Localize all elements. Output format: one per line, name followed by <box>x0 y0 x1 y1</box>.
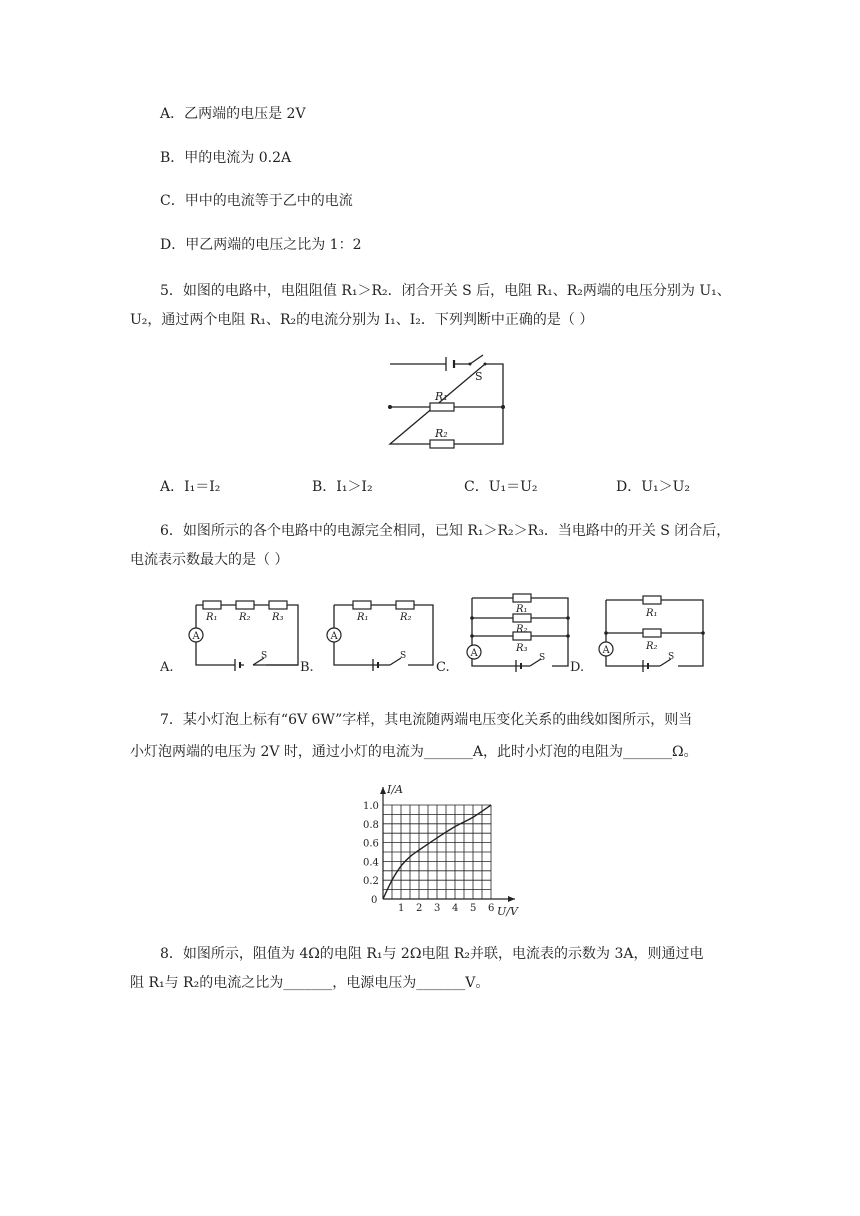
q8-stem-line1: 8．如图所示，阻值为 4Ω的电阻 R₁与 2Ω电阻 R₂并联，电流表的示数为 3A，则通过电 <box>160 946 704 962</box>
q7-stem-line2: 小灯泡两端的电压为 2V 时，通过小灯的电流为_______A，此时小灯泡的电阻为_______Ω。 <box>130 744 698 760</box>
resistor-r3 <box>269 601 287 609</box>
q6-circuit-a <box>158 595 308 675</box>
resistor-r2 <box>430 440 454 448</box>
ammeter-label: A <box>470 648 478 659</box>
q4-option-a: A．乙两端的电压是 2V <box>160 106 306 122</box>
y-tick-label: 0.4 <box>363 857 379 869</box>
q5-option-b: B．I₁＞I₂ <box>312 479 373 495</box>
r2-label: R₂ <box>435 427 448 440</box>
switch-label: S <box>539 653 546 663</box>
resistor-r2 <box>236 601 254 609</box>
resistor-r1 <box>353 601 371 609</box>
r1-label: R₁ <box>206 612 218 623</box>
origin-label: 0 <box>371 895 378 906</box>
q5-option-c: C．U₁＝U₂ <box>464 479 538 495</box>
q5-circuit-diagram <box>385 352 510 448</box>
ammeter-label: A <box>602 645 610 656</box>
switch-lever <box>470 355 483 364</box>
r2-label: R₂ <box>239 612 251 623</box>
q4-option-b: B．甲的电流为 0.2A <box>160 150 292 166</box>
resistor-r2 <box>643 629 661 637</box>
option-letter-a: A. <box>160 660 174 675</box>
r2-label: R₂ <box>646 641 658 652</box>
q4-option-c: C．甲中的电流等于乙中的电流 <box>160 193 353 209</box>
resistor-r1 <box>430 403 454 411</box>
q8-stem-line2: 阻 R₁与 R₂的电流之比为_______，电源电压为_______V。 <box>130 975 490 991</box>
x-tick-label: 3 <box>434 903 441 914</box>
q6-stem-line1: 6．如图所示的各个电路中的电源完全相同，已知 R₁＞R₂＞R₃．当电路中的开关 S 闭合后， <box>160 523 731 539</box>
ammeter-label: A <box>330 631 338 642</box>
x-tick-label: 2 <box>416 903 423 914</box>
q5-option-d: D．U₁＞U₂ <box>616 479 691 495</box>
y-tick-label: 0.6 <box>363 838 379 850</box>
chart-axes <box>380 787 515 902</box>
resistor-r1 <box>203 601 221 609</box>
switch-label: S <box>475 370 483 383</box>
chart-grid <box>383 805 491 899</box>
q5-stem-line1: 5．如图的电路中，电阻阻值 R₁＞R₂．闭合开关 S 后，电阻 R₁、R₂两端的电压分别为 U₁、 <box>160 283 731 299</box>
r1-label: R₁ <box>357 612 369 623</box>
r1-label: R₁ <box>646 608 658 619</box>
x-tick-label: 6 <box>488 903 495 914</box>
x-tick-label: 4 <box>452 903 459 914</box>
r3-label: R₃ <box>516 643 528 654</box>
q7-stem-line1: 7．某小灯泡上标有“6V 6W”字样，其电流随两端电压变化关系的曲线如图所示，则当 <box>160 712 693 728</box>
switch-label: S <box>261 651 268 661</box>
r1-label: R₁ <box>435 390 448 403</box>
switch-label: S <box>400 651 407 661</box>
ammeter-label: A <box>192 631 200 642</box>
iv-curve-chart <box>355 775 535 918</box>
q6-circuit-d <box>568 592 713 676</box>
q6-circuit-b <box>298 595 443 675</box>
q5-stem-line2: U₂，通过两个电阻 R₁、R₂的电流分别为 I₁、I₂．下列判断中正确的是（ ） <box>130 312 594 328</box>
option-letter-c: C. <box>436 660 450 675</box>
y-axis-label: I/A <box>387 783 403 796</box>
r1-label: R₁ <box>516 604 528 615</box>
x-tick-label: 5 <box>470 903 477 914</box>
option-letter-b: B. <box>300 660 314 675</box>
resistor-r1 <box>643 596 661 604</box>
resistor-r2 <box>513 614 531 622</box>
option-letter-d: D. <box>570 660 585 675</box>
y-tick-label: 1.0 <box>363 801 379 812</box>
r2-label: R₂ <box>400 612 412 623</box>
x-axis-arrow <box>508 896 515 902</box>
q6-circuit-c <box>434 590 576 676</box>
y-tick-label: 0.2 <box>363 876 379 888</box>
q5-option-a: A．I₁＝I₂ <box>160 479 221 495</box>
q6-stem-line2: 电流表示数最大的是（ ） <box>130 552 289 568</box>
y-tick-label: 0.8 <box>363 819 379 831</box>
r2-label: R₂ <box>516 624 528 635</box>
resistor-r2 <box>396 601 414 609</box>
q4-option-d: D．甲乙两端的电压之比为 1：2 <box>160 237 362 253</box>
resistor-r1 <box>513 594 531 602</box>
x-tick-label: 1 <box>398 903 405 914</box>
r3-label: R₃ <box>272 612 284 623</box>
switch-label: S <box>668 652 675 662</box>
x-axis-label: U/V <box>497 905 518 918</box>
y-axis-arrow <box>380 787 386 794</box>
